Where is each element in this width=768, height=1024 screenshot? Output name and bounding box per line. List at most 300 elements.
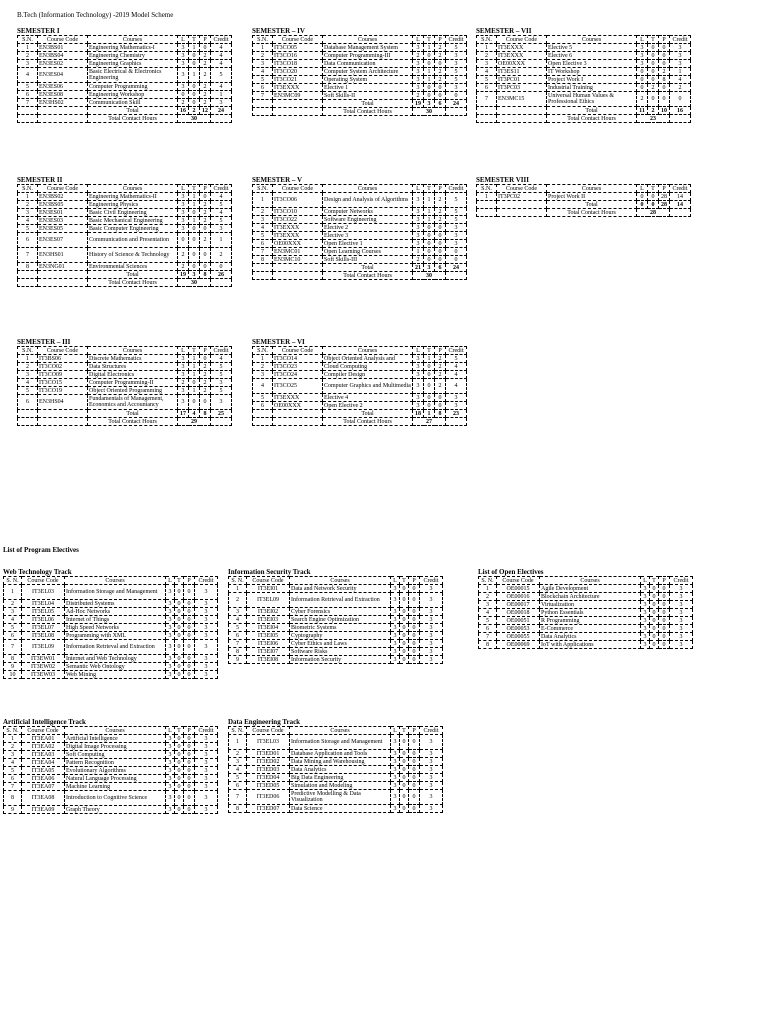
sn-cell: 3 [4, 751, 22, 759]
course-name-cell: Elective 6 [547, 52, 637, 60]
column-header: P [409, 577, 420, 585]
track-title: Data Engineering Track [228, 718, 301, 726]
credit-cell: 3 [195, 624, 218, 632]
tutorial-cell: 0 [189, 248, 200, 263]
total-value: 19 [178, 271, 189, 279]
table-row [253, 371, 467, 379]
tutorial-cell: 0 [175, 759, 184, 767]
table-row [477, 76, 691, 84]
sn-cell: 6 [4, 775, 22, 783]
table-row [18, 263, 232, 271]
credit-cell: 3 [446, 402, 467, 410]
tutorial-cell: 0 [650, 641, 659, 649]
blank-cell [273, 100, 323, 108]
sn-cell: 5 [253, 394, 273, 402]
practical-cell: 0 [200, 44, 211, 52]
course-code-cell: IT3CO16 [273, 52, 323, 60]
lecture-cell: 3 [178, 201, 189, 209]
table-row [4, 608, 218, 616]
lecture-cell: 3 [178, 355, 189, 363]
column-header: S. N. [479, 577, 497, 585]
tutorial-cell: 0 [175, 585, 184, 600]
tutorial-cell: 0 [424, 52, 435, 60]
tutorial-cell: 0 [189, 83, 200, 91]
course-name-cell: Cyber Forensics [290, 608, 391, 616]
sn-cell: 1 [18, 193, 38, 201]
practical-cell: 0 [659, 593, 670, 601]
course-code-cell: EN3MC15 [497, 92, 547, 107]
course-name-cell: Blockchain Architecture [540, 593, 641, 601]
course-name-cell: Compiler Design [323, 371, 413, 379]
tutorial-cell: 0 [175, 632, 184, 640]
table-row [18, 379, 232, 387]
course-code-cell: IT3CO15 [38, 379, 88, 387]
table-row [18, 355, 232, 363]
practical-cell: 2 [200, 217, 211, 225]
lecture-cell: 3 [166, 640, 175, 655]
practical-cell: 0 [184, 743, 195, 751]
practical-cell: 0 [200, 263, 211, 271]
table-row [18, 233, 232, 248]
column-header: S. N. [4, 577, 22, 585]
table-row [477, 84, 691, 92]
contact-hours-row [477, 115, 691, 123]
course-name-cell: IT Workshop [547, 68, 637, 76]
table-row [4, 616, 218, 624]
sn-cell: 8 [18, 263, 38, 271]
semester-block-s1 [17, 28, 232, 123]
track-title: List of Open Electives [478, 568, 544, 576]
course-code-cell: EN3MC09 [273, 92, 323, 100]
table-row [253, 76, 467, 84]
sn-cell: 6 [253, 240, 273, 248]
lecture-cell: 3 [166, 775, 175, 783]
practical-cell: 2 [435, 355, 446, 363]
table-row [253, 193, 467, 208]
practical-cell: 0 [409, 774, 420, 782]
lecture-cell: 3 [637, 52, 648, 60]
credit-cell: 5 [446, 193, 467, 208]
tutorial-cell: 1 [424, 76, 435, 84]
table-row [479, 609, 693, 617]
tutorial-cell: 0 [400, 640, 409, 648]
total-value: 8 [435, 410, 446, 418]
semester-block-s3 [17, 339, 232, 426]
tutorial-cell: 0 [175, 751, 184, 759]
sn-cell: 1 [4, 585, 22, 600]
table-row [229, 616, 443, 624]
sn-cell: 9 [4, 806, 22, 814]
total-value: 17 [178, 410, 189, 418]
practical-cell: 2 [435, 44, 446, 52]
elective-track-ai [3, 719, 218, 814]
lecture-cell: 3 [413, 208, 424, 216]
column-header: L [413, 36, 424, 44]
column-header: L [391, 577, 400, 585]
blank-cell [477, 115, 497, 123]
column-header: Course Code [22, 577, 65, 585]
credit-cell: 3 [420, 624, 443, 632]
column-header: P [184, 727, 195, 735]
column-header: Credit [670, 36, 691, 44]
column-header: P [435, 185, 446, 193]
course-name-cell: High Speed Networks [65, 624, 166, 632]
course-name-cell: Digital Image Processing [65, 743, 166, 751]
table-row [253, 208, 467, 216]
sn-cell: 1 [477, 44, 497, 52]
lecture-cell: 3 [391, 774, 400, 782]
practical-cell: 2 [200, 387, 211, 395]
tutorial-cell: 0 [189, 99, 200, 107]
total-label: Total [88, 410, 178, 418]
table-row [229, 656, 443, 664]
course-code-cell: IT3CO18 [273, 60, 323, 68]
table-row [18, 52, 232, 60]
course-name-cell: Elective 4 [323, 394, 413, 402]
column-header: S. N. [4, 727, 22, 735]
course-code-cell: IT3CO22 [273, 216, 323, 224]
course-code-cell: OE00XXX [273, 402, 323, 410]
column-header: T [648, 185, 659, 193]
credit-cell: 4 [670, 76, 691, 84]
total-row [18, 410, 232, 418]
blank-cell [273, 418, 323, 426]
tutorial-cell: 0 [400, 758, 409, 766]
table-row [479, 625, 693, 633]
table-row [477, 44, 691, 52]
credit-cell: 0 [446, 248, 467, 256]
practical-cell: 0 [659, 44, 670, 52]
total-row [18, 271, 232, 279]
practical-cell: 0 [409, 608, 420, 616]
practical-cell: 0 [184, 783, 195, 791]
blank-cell [38, 279, 88, 287]
blank-cell [18, 410, 38, 418]
sn-cell: 3 [18, 60, 38, 68]
table-row [18, 371, 232, 379]
column-header: P [409, 727, 420, 735]
credit-cell: 3 [420, 656, 443, 664]
tutorial-cell: 0 [650, 593, 659, 601]
practical-cell: 0 [659, 585, 670, 593]
table-row [4, 751, 218, 759]
blank-cell [18, 418, 38, 426]
tutorial-cell: 0 [175, 624, 184, 632]
semester-title: SEMESTER II [17, 176, 63, 184]
contact-hours-value: 30 [413, 272, 446, 280]
credit-cell: 5 [446, 355, 467, 363]
lecture-cell: 3 [178, 387, 189, 395]
credit-cell: 3 [195, 735, 218, 743]
document-header: B.Tech (Information Technology) -2019 Model Scheme [17, 11, 174, 19]
course-name-cell: Open Elective 1 [323, 240, 413, 248]
course-name-cell: Digital Electronics [88, 371, 178, 379]
practical-cell: 2 [435, 52, 446, 60]
course-code-cell: OE00XXX [273, 240, 323, 248]
column-header: L [637, 185, 648, 193]
table-row [18, 44, 232, 52]
practical-cell: 0 [200, 248, 211, 263]
practical-cell: 0 [184, 600, 195, 608]
credit-cell: 3 [670, 625, 693, 633]
course-code-cell: IT3ED06 [247, 790, 290, 805]
table-row [253, 240, 467, 248]
practical-cell: 28 [659, 193, 670, 201]
credit-cell: 3 [211, 99, 232, 107]
sn-cell: 2 [229, 750, 247, 758]
practical-cell: 2 [200, 83, 211, 91]
lecture-cell: 3 [166, 735, 175, 743]
credit-cell: 3 [446, 84, 467, 92]
course-code-cell: IT3EL05 [22, 608, 65, 616]
contact-hours-row [477, 209, 691, 217]
column-header: Credit [446, 347, 467, 355]
tutorial-cell: 2 [648, 84, 659, 92]
column-header: Credit [211, 347, 232, 355]
column-header: Course Code [273, 347, 323, 355]
column-header: Course Code [273, 185, 323, 193]
table-row [479, 617, 693, 625]
credit-cell: 3 [195, 775, 218, 783]
track-title: Information Security Track [228, 568, 311, 576]
column-header: Credit [195, 727, 218, 735]
course-name-cell: Data and Network Security [290, 585, 391, 593]
credit-cell: 3 [195, 616, 218, 624]
credit-cell: 3 [420, 766, 443, 774]
tutorial-cell: 0 [400, 790, 409, 805]
sn-cell: 6 [18, 91, 38, 99]
table-row [229, 750, 443, 758]
column-header: S.N. [253, 185, 273, 193]
table-row [4, 806, 218, 814]
lecture-cell: 3 [178, 395, 189, 410]
practical-cell: 2 [200, 68, 211, 83]
lecture-cell: 3 [166, 655, 175, 663]
course-name-cell: Basic Computer Engineering [88, 225, 178, 233]
table-row [229, 585, 443, 593]
sn-cell: 4 [18, 68, 38, 83]
table-row [229, 608, 443, 616]
blank-cell [18, 271, 38, 279]
blank-cell [253, 264, 273, 272]
practical-cell: 0 [659, 92, 670, 107]
course-code-cell: IT3PC02 [497, 193, 547, 201]
credit-cell: 3 [420, 750, 443, 758]
course-code-cell: IT3EA02 [22, 743, 65, 751]
credit-cell: 3 [446, 240, 467, 248]
tutorial-cell: 1 [189, 193, 200, 201]
track-title: Web Technology Track [3, 568, 72, 576]
tutorial-cell: 0 [650, 617, 659, 625]
course-code-cell: IT3EA03 [22, 751, 65, 759]
practical-cell: 0 [435, 240, 446, 248]
table-row [229, 774, 443, 782]
column-header: P [435, 36, 446, 44]
column-header: P [435, 347, 446, 355]
sn-cell: 4 [18, 217, 38, 225]
course-code-cell: IT3PC01 [497, 76, 547, 84]
table-row [229, 766, 443, 774]
tutorial-cell: 0 [189, 263, 200, 271]
lecture-cell: 3 [413, 379, 424, 394]
sn-cell: 3 [18, 371, 38, 379]
column-header: Courses [323, 185, 413, 193]
tutorial-cell: 1 [424, 193, 435, 208]
table-row [479, 633, 693, 641]
tutorial-cell: 0 [424, 379, 435, 394]
semester-title: SEMESTER – III [17, 338, 71, 346]
course-code-cell: IT3EA01 [22, 735, 65, 743]
lecture-cell: 2 [413, 92, 424, 100]
blank-cell [253, 410, 273, 418]
course-code-cell: IT3EI08 [247, 656, 290, 664]
credit-cell: 5 [446, 216, 467, 224]
blank-cell [253, 272, 273, 280]
sn-cell: 4 [4, 616, 22, 624]
table-row [4, 663, 218, 671]
course-code-cell: IT3CO19 [38, 387, 88, 395]
practical-cell: 2 [200, 52, 211, 60]
course-code-cell: OE00055 [497, 633, 540, 641]
column-header: T [424, 347, 435, 355]
credit-cell: 3 [670, 641, 693, 649]
practical-cell: 0 [659, 60, 670, 68]
lecture-cell: 3 [391, 640, 400, 648]
sn-cell: 3 [4, 608, 22, 616]
lecture-cell: 3 [166, 663, 175, 671]
course-name-cell: Engineering Physics [88, 201, 178, 209]
table-row [253, 355, 467, 363]
column-header: T [175, 727, 184, 735]
table-row [4, 655, 218, 663]
practical-cell: 0 [409, 640, 420, 648]
column-header: S.N. [18, 36, 38, 44]
column-header: Course Code [38, 347, 88, 355]
credit-cell: 3 [420, 640, 443, 648]
course-code-cell: IT3EA05 [22, 767, 65, 775]
contact-hours-label: Total Contact Hours [547, 209, 637, 217]
sn-cell: 1 [253, 193, 273, 208]
blank-cell [211, 115, 232, 123]
total-value: 16 [670, 107, 691, 115]
credit-cell: 3 [420, 608, 443, 616]
table-row [253, 44, 467, 52]
table-row [4, 632, 218, 640]
blank-cell [18, 279, 38, 287]
course-name-cell: History of Science & Technology [88, 248, 178, 263]
course-code-cell: IT3CO20 [273, 68, 323, 76]
column-header: Course Code [38, 185, 88, 193]
total-value: 24 [446, 264, 467, 272]
lecture-cell: 3 [413, 193, 424, 208]
total-label: Total [323, 410, 413, 418]
column-header: Courses [88, 347, 178, 355]
course-code-cell: IT3ED03 [247, 766, 290, 774]
column-header: Credit [420, 577, 443, 585]
lecture-cell: 3 [166, 608, 175, 616]
lecture-cell: 0 [178, 91, 189, 99]
tutorial-cell: 1 [189, 201, 200, 209]
practical-cell: 2 [435, 216, 446, 224]
lecture-cell: 3 [637, 44, 648, 52]
course-code-cell: EN3HS02 [38, 99, 88, 107]
total-value: 12 [200, 107, 211, 115]
lecture-cell: 3 [413, 371, 424, 379]
course-code-cell: EN3ES06 [38, 83, 88, 91]
tutorial-cell: 0 [424, 371, 435, 379]
course-name-cell: Internet and Web Technology [65, 655, 166, 663]
contact-hours-label: Total Contact Hours [323, 108, 413, 116]
table-row [18, 193, 232, 201]
lecture-cell: 3 [413, 363, 424, 371]
sn-cell: 2 [253, 363, 273, 371]
course-code-cell: IT3ED04 [247, 774, 290, 782]
credit-cell: 3 [211, 225, 232, 233]
table-row [253, 92, 467, 100]
tutorial-cell: 0 [175, 791, 184, 806]
course-code-cell: EN3ES01 [38, 209, 88, 217]
contact-hours-label: Total Contact Hours [323, 272, 413, 280]
tutorial-cell: 0 [400, 616, 409, 624]
tutorial-cell: 0 [648, 92, 659, 107]
course-code-cell: EN3ES07 [38, 233, 88, 248]
table-row [18, 99, 232, 107]
table-row [4, 791, 218, 806]
table-row [477, 52, 691, 60]
lecture-cell: 3 [178, 44, 189, 52]
practical-cell: 0 [409, 624, 420, 632]
table-row [18, 83, 232, 91]
practical-cell: 2 [200, 91, 211, 99]
course-name-cell: Computer Programming-III [323, 52, 413, 60]
sn-cell: 8 [229, 648, 247, 656]
total-value: 3 [424, 100, 435, 108]
credit-cell: 3 [195, 671, 218, 679]
sn-cell: 5 [4, 624, 22, 632]
course-code-cell: IT3EI02 [247, 608, 290, 616]
credit-cell: 3 [211, 395, 232, 410]
column-header: L [413, 347, 424, 355]
table-row [253, 68, 467, 76]
column-header: T [424, 36, 435, 44]
table-row [253, 216, 467, 224]
table-row [18, 60, 232, 68]
practical-cell: 0 [435, 402, 446, 410]
credit-cell: 0 [670, 92, 691, 107]
tutorial-cell: 0 [189, 52, 200, 60]
elective-table [3, 576, 218, 679]
practical-cell: 2 [200, 60, 211, 68]
column-header: S.N. [253, 36, 273, 44]
column-header: L [413, 185, 424, 193]
course-name-cell: Information Storage and Management [65, 585, 166, 600]
practical-cell: 2 [435, 76, 446, 84]
practical-cell: 0 [184, 735, 195, 743]
sn-cell: 5 [18, 83, 38, 91]
course-name-cell: Ad-Hoc Networks [65, 608, 166, 616]
lecture-cell: 3 [391, 616, 400, 624]
sn-cell: 4 [4, 759, 22, 767]
course-code-cell: IT3PC03 [497, 84, 547, 92]
lecture-cell: 3 [413, 355, 424, 363]
course-name-cell: Fundamentals of Management, Economics and Accountancy [88, 395, 178, 410]
total-value: 19 [413, 100, 424, 108]
tutorial-cell: 0 [650, 585, 659, 593]
course-code-cell: OE00051 [497, 617, 540, 625]
elective-table [3, 726, 218, 814]
tutorial-cell: 0 [424, 84, 435, 92]
blank-cell [273, 264, 323, 272]
